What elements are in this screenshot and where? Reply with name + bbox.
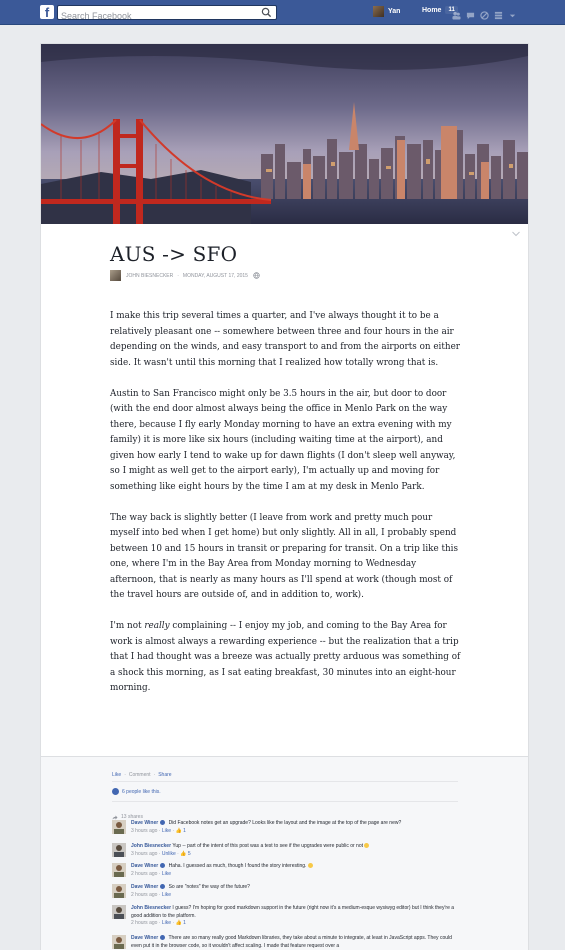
search-box[interactable] bbox=[57, 5, 277, 20]
user-avatar bbox=[373, 6, 384, 17]
chevron-down-icon[interactable] bbox=[512, 231, 520, 237]
paragraph-1: I make this trip several times a quarter, and I've always thought it to be a relatively pleasant one -- somewhere between three and four hours in the air depending on the winds, and easy transport to and from the airports on either side. It wasn't until this morning that I realized how totally wrong that is. bbox=[110, 311, 460, 368]
commenter-avatar[interactable] bbox=[112, 863, 126, 877]
paragraph-2: Austin to San Francisco might only be 3.5 hours in the air, but door to door (with the end door almost always being the office in Menlo Park on the way there, because I fly early Monday morning to have an extra evening with my family) it is more like six hours (including waiting time at the airport), and given how early I tend to wake up for dawn flights (I don't sleep well anyway, so I might as well get to the airport early), I'm actually up and moving for something like eight hours by the time I am at my desk in Menlo Park. bbox=[110, 388, 456, 492]
comment-like-link[interactable]: Unlike bbox=[161, 850, 176, 857]
golden-gate-skyline-image bbox=[41, 44, 528, 224]
paragraph-4-start: I'm not bbox=[110, 621, 145, 631]
commenter-avatar[interactable] bbox=[112, 935, 126, 949]
note-date[interactable]: MONDAY, AUGUST 17, 2015 bbox=[182, 272, 248, 279]
verified-badge-icon bbox=[160, 935, 165, 940]
comment-text-block bbox=[131, 905, 461, 928]
user-name: Yan bbox=[388, 8, 401, 15]
comment-time[interactable]: 3 hours ago bbox=[131, 850, 158, 857]
byline-separator: · bbox=[177, 272, 179, 279]
commenter-name[interactable]: Dave Winer bbox=[131, 863, 159, 869]
verified-badge-icon bbox=[160, 863, 165, 868]
commenter-avatar[interactable] bbox=[112, 905, 126, 919]
verified-badge-icon bbox=[160, 884, 165, 889]
comment-time[interactable]: 2 hours ago bbox=[131, 870, 158, 877]
comment-body: Yup -- part of the intent of this post was a test to see if the upgrades were public or not bbox=[172, 843, 364, 849]
comment-like-count[interactable]: 1 bbox=[183, 827, 186, 834]
comment-text-block bbox=[131, 863, 461, 878]
home-count-badge: 11 bbox=[445, 6, 457, 14]
comment-link[interactable]: Comment bbox=[128, 772, 151, 778]
comment-like-count-icon[interactable]: 👍 bbox=[180, 850, 187, 857]
like-thumb-icon bbox=[112, 788, 119, 795]
comment-text-block bbox=[131, 843, 461, 858]
divider bbox=[112, 781, 458, 782]
comment-body: Did Facebook notes get an upgrade? Looks like the layout and the image at the top of the page are new? bbox=[168, 820, 402, 826]
commenter-avatar[interactable] bbox=[112, 820, 126, 834]
commenter-name[interactable]: Dave Winer bbox=[131, 820, 159, 826]
comment-like-link[interactable]: Like bbox=[161, 920, 172, 926]
comment-meta: 2 hours ago · Like bbox=[131, 870, 172, 877]
share-link[interactable]: Share bbox=[158, 772, 172, 778]
commenter-avatar[interactable] bbox=[112, 843, 126, 857]
note-body bbox=[110, 309, 464, 712]
like-link[interactable]: Like bbox=[112, 772, 122, 778]
top-nav-bar bbox=[0, 0, 565, 25]
commenter-avatar[interactable] bbox=[112, 884, 126, 898]
comment-like-link[interactable]: Like bbox=[161, 870, 172, 877]
comment-time[interactable]: 2 hours ago bbox=[131, 920, 158, 926]
friend-requests-icon[interactable] bbox=[452, 7, 461, 25]
note-card bbox=[40, 43, 529, 757]
smile-emoji-icon bbox=[364, 843, 369, 848]
action-separator: · bbox=[124, 772, 126, 778]
search-input[interactable] bbox=[58, 10, 253, 23]
action-links bbox=[112, 772, 172, 778]
privacy-shortcuts-icon[interactable] bbox=[494, 7, 503, 25]
comment-like-link[interactable]: Like bbox=[161, 891, 172, 898]
settings-icon[interactable] bbox=[508, 7, 517, 25]
share-arrow-icon bbox=[112, 815, 118, 820]
likes-text[interactable]: 6 people like this. bbox=[122, 788, 161, 795]
verified-badge-icon bbox=[160, 820, 165, 825]
author-avatar[interactable] bbox=[110, 270, 121, 281]
comment-text-block bbox=[131, 884, 461, 899]
smile-emoji-icon bbox=[308, 863, 313, 868]
comment-like-count[interactable]: 5 bbox=[187, 850, 191, 857]
feedback-section bbox=[40, 757, 529, 950]
comment-body: Haha. I guessed as much, though I found the story interesting. bbox=[168, 863, 307, 869]
facebook-logo[interactable]: f bbox=[40, 5, 54, 19]
comment-time[interactable]: 3 hours ago bbox=[131, 827, 158, 834]
comment-meta: 3 hours ago · Like · 👍 1 bbox=[131, 827, 186, 834]
home-label: Home bbox=[422, 6, 442, 14]
likes-summary[interactable] bbox=[112, 788, 161, 795]
paragraph-4-emphasis: really bbox=[144, 621, 170, 631]
commenter-name[interactable]: John Biesnecker bbox=[131, 905, 172, 911]
comment-like-count-icon[interactable]: 👍 bbox=[175, 920, 182, 926]
comment-meta: 2 hours ago · Like bbox=[131, 891, 172, 898]
comment-body: So are "notes" the way of the future? bbox=[168, 884, 250, 890]
action-separator: · bbox=[153, 772, 156, 778]
commenter-name[interactable]: John Biesnecker bbox=[131, 843, 172, 849]
paragraph-4-end: complaining -- I enjoy my job, and coming to the Bay Area for work is almost always a rewarding experience -- but the realization that a trip that I had thought was a breeze was actually pretty arduous was something of a shock this morning, as I sat eating breakfast, 30 minutes into an eight-hour morning. bbox=[110, 621, 461, 693]
comment-body: There are so many really good Markdown libraries, they take about a minute to integrate, at least in JavaScript apps. They could even put it in the browser code, so it wouldn't affect scaling. I made that feature request over a bbox=[131, 935, 452, 949]
comment-time[interactable]: 2 hours ago bbox=[131, 891, 158, 898]
note-byline bbox=[110, 270, 260, 281]
paragraph-3: The way back is slightly better (I leave from work and pretty much pour myself into bed when I get home) but only slightly. All in all, I probably spend between 10 and 15 hours in transit or preparing for transit. On a trip like this one, where I'm in the Bay Area from Monday morning to Wednesday afternoon, that is nearly as many hours as I'll spend at work (though most of the travel hours are outside of, and in addition to, work). bbox=[110, 512, 458, 600]
note-title: AUS -> SFO bbox=[110, 242, 238, 266]
comment-like-count[interactable]: 1 bbox=[183, 920, 186, 926]
comment-body: I guess? I'm hoping for good markdown support in the future (right now it's a medium-esque wysiwyg editor) but I think they're a good addition to the platform. bbox=[131, 905, 455, 919]
messages-icon[interactable] bbox=[466, 7, 475, 25]
comment-like-link[interactable]: Like bbox=[161, 827, 172, 834]
notifications-icon[interactable] bbox=[480, 7, 489, 25]
comment-like-count-icon[interactable]: 👍 bbox=[175, 827, 182, 834]
commenter-name[interactable]: Dave Winer bbox=[131, 935, 159, 941]
profile-link[interactable] bbox=[373, 6, 400, 17]
search-icon[interactable] bbox=[261, 7, 272, 18]
comment-meta: 2 hours ago · Like · 👍 1 bbox=[131, 920, 186, 926]
author-name[interactable]: JOHN BIESNECKER bbox=[126, 272, 174, 279]
comment-meta: 3 hours ago · Unlike · 👍 5 bbox=[131, 850, 191, 857]
globe-icon[interactable] bbox=[253, 272, 260, 279]
top-icons bbox=[452, 7, 522, 25]
paragraph-4 bbox=[110, 619, 464, 697]
commenter-name[interactable]: Dave Winer bbox=[131, 884, 159, 890]
comment-text-block bbox=[131, 820, 461, 835]
cover-photo bbox=[41, 44, 528, 224]
shares-text[interactable]: 13 shares bbox=[121, 814, 143, 820]
comment-text-block bbox=[131, 935, 461, 950]
divider bbox=[112, 801, 458, 802]
